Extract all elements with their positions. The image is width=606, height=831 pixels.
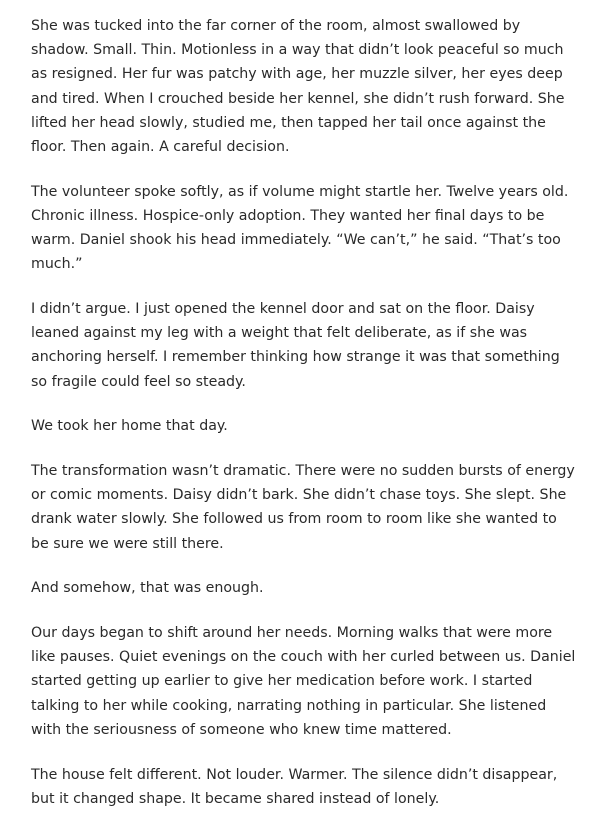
- paragraph-7: Our days began to shift around her needs. Morning walks that were more like pauses. Quiet evenings on the couch with her curled between us. Daniel started getting up earlier to give her medication before work. I started talking to her while cooking, narrating nothing in particular. She listened with the seriousness of someone who knew time mattered.: [31, 625, 576, 738]
- paragraph-4: We took her home that day.: [31, 418, 228, 435]
- paragraph-2: The volunteer spoke softly, as if volume might startle her. Twelve years old. Chronic illness. Hospice-only adoption. They wanted her final days to be warm. Daniel shook his head immediately. “We can’t,” he said. “That’s too much.”: [31, 183, 569, 273]
- paragraph-8: The house felt different. Not louder. Warmer. The silence didn’t disappear, but it changed shape. It became shared instead of lonely.: [31, 766, 558, 807]
- paragraph-5: The transformation wasn’t dramatic. There were no sudden bursts of energy or comic moments. Daisy didn’t bark. She didn’t chase toys. She slept. She drank water slowly. She followed us from room to room like she wanted to be sure we were still there.: [31, 463, 575, 552]
- story-text: [31, 14, 576, 831]
- paragraph-6: And somehow, that was enough.: [31, 580, 264, 597]
- paragraph-3: I didn’t argue. I just opened the kennel door and sat on the floor. Daisy leaned against my leg with a weight that felt deliberate, as if she was anchoring herself. I remember thinking how strange it was that something so fragile could feel so steady.: [31, 301, 560, 390]
- paragraph-1: She was tucked into the far corner of the room, almost swallowed by shadow. Small. Thin. Motionless in a way that didn’t look peaceful so much as resigned. Her fur was patchy with age, her muzzle silver, her eyes deep and tired. When I crouched beside her kennel, she didn’t rush forward. She lifted her head slowly, studied me, then tapped her tail once against the floor. Then again. A careful decision.: [31, 18, 565, 156]
